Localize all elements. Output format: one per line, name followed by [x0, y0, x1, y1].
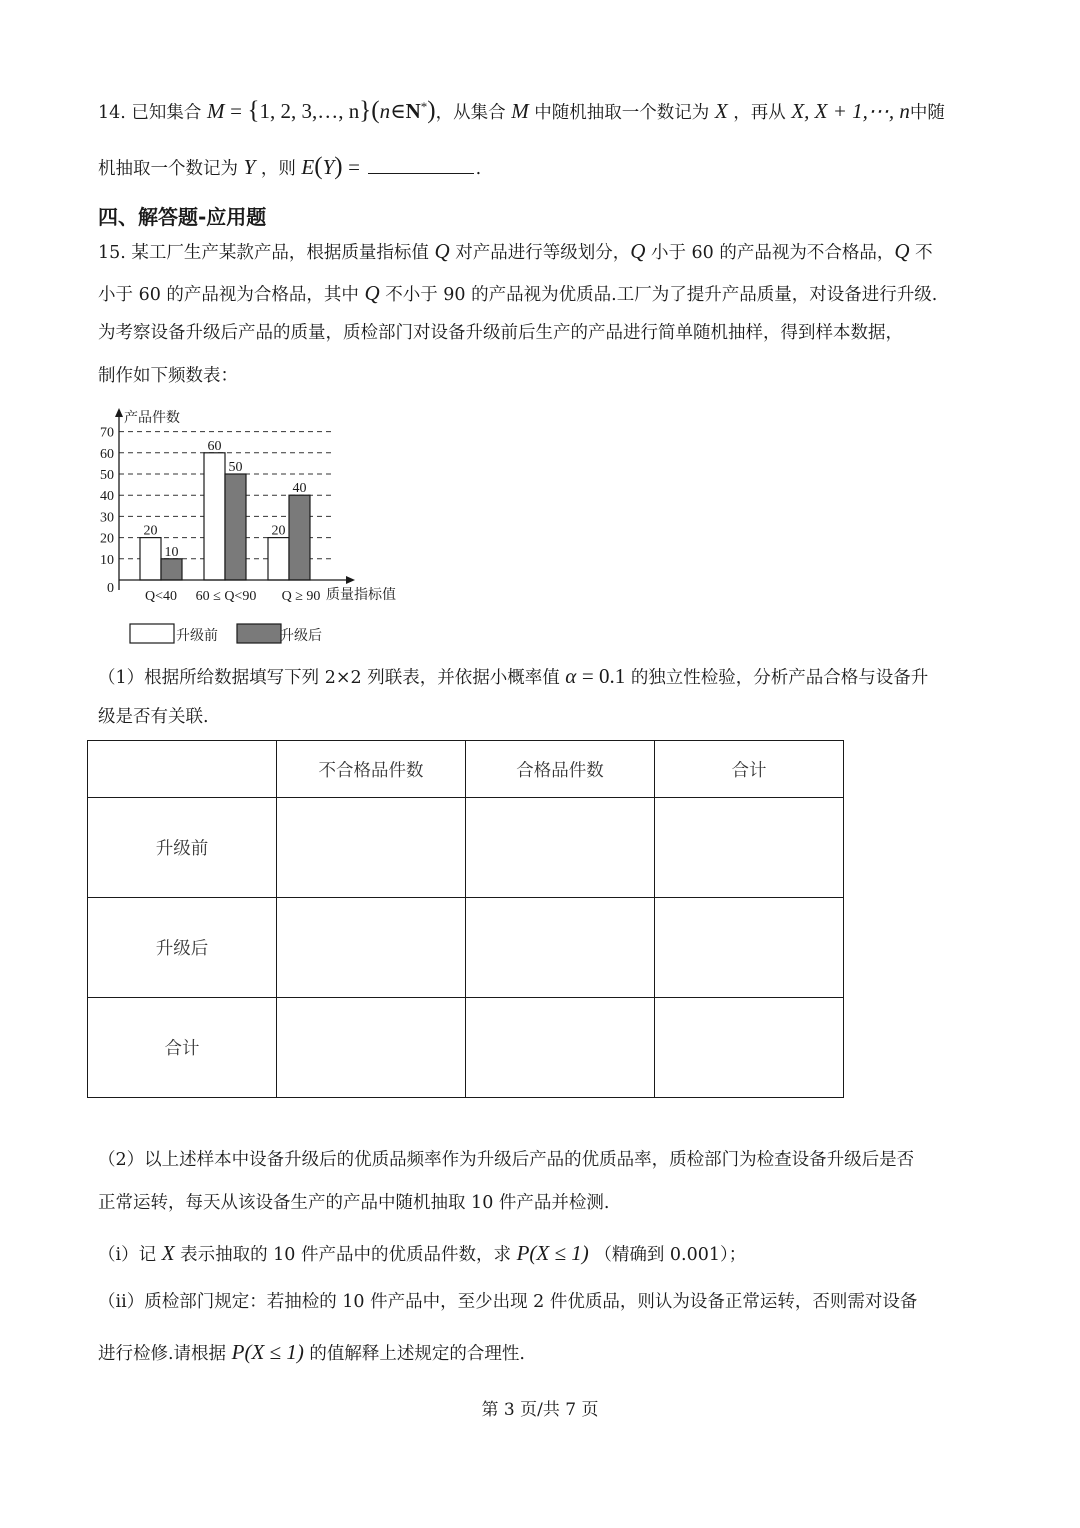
q15-line-2: 小于 60 的产品视为合格品，其中 Q 不小于 90 的产品视为优质品.工厂为了提升产品质量，对设备进行升级.	[98, 281, 938, 305]
y-tick-label: 30	[100, 510, 114, 526]
y-axis-label: 产品件数	[124, 411, 180, 426]
row-label: 升级后	[88, 898, 277, 998]
x-category-label: 60 ≤ Q<90	[195, 589, 257, 604]
part1-line-1: （1）根据所给数据填写下列 2×2 列联表，并依据小概率值 α = 0.1 的独立性检验，分析产品合格与设备升	[98, 664, 929, 688]
table-cell[interactable]	[277, 898, 466, 998]
part2-ii-line-2: 进行检修.请根据 P(X ≤ 1) 的值解释上述规定的合理性.	[98, 1340, 525, 1364]
y-axis-arrow	[115, 408, 123, 417]
q14-line-2: 机抽取一个数记为 Y ，则 E(Y) = .	[98, 153, 482, 180]
x-category-labels	[145, 589, 320, 604]
part2-i-line: （i）记 X 表示抽取的 10 件产品中的优质品件数，求 P(X ≤ 1) （精确到 0.001）；	[98, 1241, 747, 1265]
table-row	[88, 798, 844, 898]
x-axis-label: 质量指标值	[326, 588, 396, 603]
bar-value-label: 20	[271, 523, 286, 539]
x-category-label: Q ≥ 90	[281, 589, 321, 604]
q14-line-1: 14. 已知集合 M = {1, 2, 3,…, n}(n∈N*)，从集合 M 中随机抽取一个数记为 X ，再从 X, X + 1,⋯, n中随	[98, 97, 945, 124]
row-label: 合计	[88, 998, 277, 1098]
part1-line-2: 级是否有关联.	[98, 707, 209, 727]
table-header-cell: 合格品件数	[466, 741, 655, 798]
part2-ii-line-1: （ii）质检部门规定：若抽检的 10 件产品中，至少出现 2 件优质品，则认为设备正常运转，否则需对设备	[98, 1292, 918, 1312]
part2-line-2: 正常运转，每天从该设备生产的产品中随机抽取 10 件产品并检测.	[98, 1193, 610, 1213]
bar-value-label: 60	[207, 438, 222, 454]
frequency-bar-chart	[90, 404, 420, 649]
table-header-cell	[88, 741, 277, 798]
table-cell[interactable]	[655, 798, 844, 898]
bar	[204, 453, 225, 580]
legend-label-after: 升级后	[280, 629, 322, 644]
table-row	[88, 898, 844, 998]
bar	[289, 495, 310, 580]
table-header-cell: 不合格品件数	[277, 741, 466, 798]
y-tick-label: 60	[100, 446, 114, 462]
bar	[268, 538, 289, 580]
row-label: 升级前	[88, 798, 277, 898]
table-cell[interactable]	[655, 998, 844, 1098]
page-footer: 第 3 页/共 7 页	[481, 1400, 599, 1420]
contingency-table	[87, 740, 844, 1098]
y-tick-labels	[100, 426, 114, 596]
table-cell[interactable]	[277, 798, 466, 898]
table-header-cell: 合计	[655, 741, 844, 798]
table-cell[interactable]	[466, 998, 655, 1098]
q15-line-1: 15. 某工厂生产某款产品，根据质量指标值 Q 对产品进行等级划分，Q 小于 60 的产品视为不合格品，Q 不	[98, 239, 933, 263]
part2-line-1: （2）以上述样本中设备升级后的优质品频率作为升级后产品的优质品率，质检部门为检查设备升级后是否	[98, 1150, 915, 1170]
table-cell[interactable]	[655, 898, 844, 998]
table-cell[interactable]	[466, 798, 655, 898]
x-axis-arrow	[346, 576, 355, 584]
y-tick-label: 10	[100, 552, 114, 568]
y-tick-label: 50	[100, 468, 114, 483]
legend-swatch-after	[237, 624, 281, 643]
table-header-row	[88, 741, 844, 798]
table-cell[interactable]	[466, 898, 655, 998]
bar	[140, 538, 161, 580]
y-tick-label: 40	[100, 489, 114, 505]
bar-value-label: 20	[143, 523, 158, 539]
answer-blank	[368, 172, 474, 174]
y-tick-label: 70	[100, 425, 114, 441]
x-category-label: Q<40	[144, 589, 178, 604]
bar-value-label: 40	[292, 481, 307, 497]
section-heading: 四、解答题-应用题	[98, 205, 267, 229]
legend-swatch-before	[130, 624, 174, 643]
q15-line-4: 制作如下频数表：	[98, 366, 238, 386]
table-cell[interactable]	[277, 998, 466, 1098]
bar-value-label: 10	[164, 544, 179, 560]
q15-line-3: 为考察设备升级后产品的质量，质检部门对设备升级前后生产的产品进行简单随机抽样，得到样本数据，	[98, 323, 903, 343]
table-row	[88, 998, 844, 1098]
bar-value-label: 50	[228, 460, 243, 475]
bar	[161, 559, 182, 580]
y-tick-label: 20	[100, 531, 114, 547]
q14-number: 14.	[98, 103, 126, 123]
y-tick-label: 0	[107, 581, 114, 596]
bar	[225, 474, 246, 580]
legend-label-before: 升级前	[176, 629, 218, 644]
